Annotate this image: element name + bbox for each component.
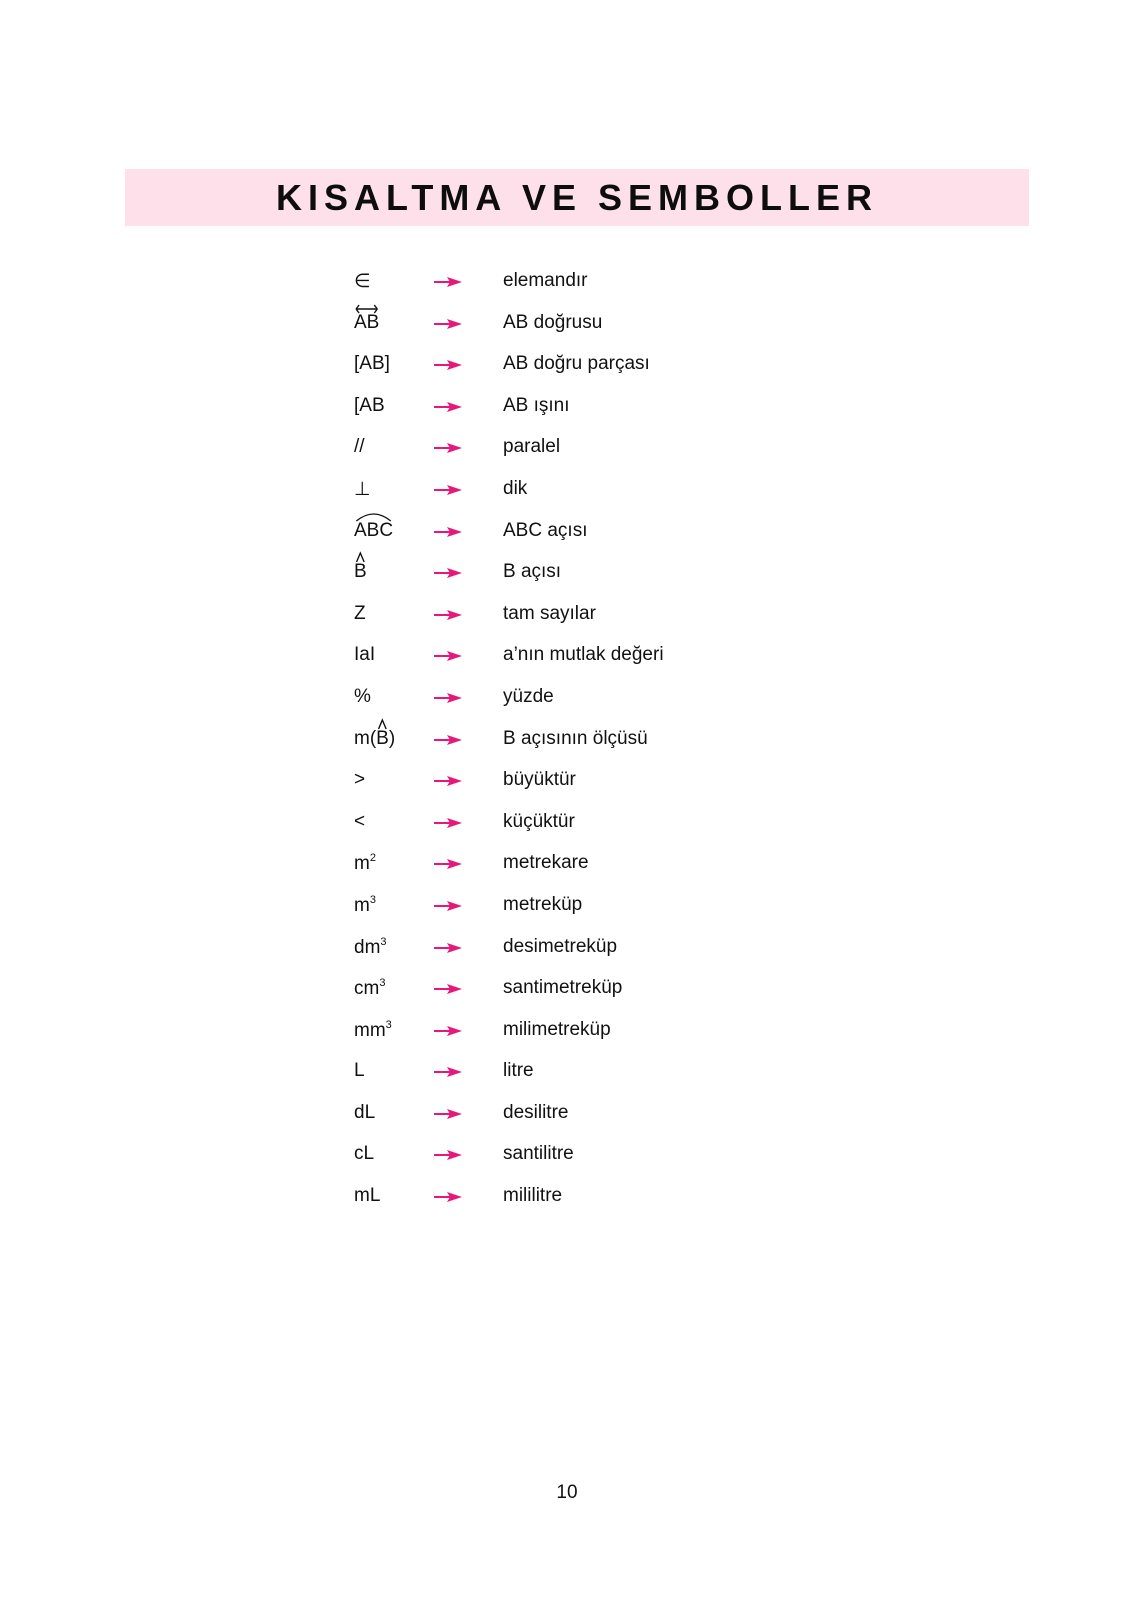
right-arrow-icon <box>433 941 463 955</box>
symbol-row <box>0 472 1134 514</box>
symbol-prefix: m( <box>354 727 377 749</box>
symbol-row <box>0 930 1134 972</box>
symbol-text: m <box>354 894 370 916</box>
symbol <box>354 478 371 501</box>
meaning-text: a’nın mutlak değeri <box>503 644 664 666</box>
right-arrow-icon <box>433 857 463 871</box>
right-arrow-icon <box>433 1107 463 1121</box>
symbol-list <box>0 264 1134 1221</box>
symbol <box>354 1143 374 1165</box>
hat-over-mark <box>354 552 367 562</box>
right-arrow-icon <box>433 317 463 331</box>
symbol-row <box>0 1054 1134 1096</box>
symbol-row <box>0 597 1134 639</box>
symbol <box>354 395 385 417</box>
symbol-text: IaI <box>354 644 376 666</box>
right-arrow-icon <box>433 816 463 830</box>
meaning-text: dik <box>503 477 528 499</box>
right-arrow-icon <box>433 733 463 747</box>
symbol-text: dm <box>354 936 381 958</box>
meaning-text: santimetreküp <box>503 977 623 999</box>
right-arrow-icon <box>433 358 463 372</box>
symbol <box>354 1102 375 1124</box>
superscript: 3 <box>380 935 387 948</box>
symbol <box>354 603 366 625</box>
symbol-text: % <box>354 685 371 707</box>
meaning-text: desimetreküp <box>503 935 618 957</box>
symbol-row <box>0 846 1134 888</box>
symbol-text: AB <box>354 311 380 333</box>
symbol <box>354 936 387 959</box>
meaning-text: tam sayılar <box>503 602 596 624</box>
meaning-text: büyüktür <box>503 769 576 791</box>
right-arrow-icon <box>433 899 463 913</box>
symbol <box>354 561 367 583</box>
right-arrow-icon <box>433 691 463 705</box>
meaning-text: paralel <box>503 436 561 458</box>
superscript: 3 <box>369 893 376 906</box>
meaning-text: ABC açısı <box>503 519 588 541</box>
symbol-row <box>0 638 1134 680</box>
symbol-row <box>0 389 1134 431</box>
symbol-text: [AB <box>354 394 385 416</box>
right-arrow-icon <box>433 1024 463 1038</box>
symbol-row <box>0 306 1134 348</box>
symbol <box>354 811 365 833</box>
symbol-row <box>0 514 1134 556</box>
arc-over-mark <box>354 511 393 521</box>
symbol <box>354 436 365 458</box>
meaning-text: metreküp <box>503 893 583 915</box>
meaning-text: litre <box>503 1060 534 1082</box>
symbol-overmark <box>376 728 389 750</box>
symbol-row <box>0 430 1134 472</box>
right-arrow-icon <box>433 982 463 996</box>
right-arrow-icon <box>433 1190 463 1204</box>
symbol-text: mm <box>354 1019 386 1041</box>
right-arrow-icon <box>433 441 463 455</box>
symbol-text: L <box>354 1060 365 1082</box>
page-title: KISALTMA VE SEMBOLLER <box>276 176 878 218</box>
right-arrow-icon <box>433 649 463 663</box>
page-number: 10 <box>556 1482 578 1503</box>
symbol-text: B <box>376 727 389 749</box>
symbol-row <box>0 680 1134 722</box>
symbol <box>354 686 371 708</box>
right-arrow-icon <box>433 774 463 788</box>
symbol <box>354 353 390 375</box>
symbol-row <box>0 971 1134 1013</box>
symbol <box>354 1019 392 1042</box>
title-band <box>125 169 1029 226</box>
symbol-row <box>0 1137 1134 1179</box>
right-arrow-icon <box>433 1148 463 1162</box>
symbol-text: dL <box>354 1101 376 1123</box>
symbol-row <box>0 763 1134 805</box>
symbol-text: cL <box>354 1143 375 1165</box>
right-arrow-icon <box>433 1065 463 1079</box>
meaning-text: metrekare <box>503 852 589 874</box>
symbol <box>354 977 385 1000</box>
right-arrow-icon <box>433 608 463 622</box>
symbol-text: ABC <box>354 519 394 541</box>
symbol-text: mL <box>354 1185 381 1207</box>
symbol-text: ⊥ <box>354 478 371 500</box>
symbol-row <box>0 888 1134 930</box>
symbol <box>354 728 395 750</box>
symbol-text: > <box>354 769 366 791</box>
right-arrow-icon <box>433 400 463 414</box>
meaning-text: yüzde <box>503 685 554 707</box>
meaning-text: B açısının ölçüsü <box>503 727 648 749</box>
symbol <box>354 894 376 917</box>
symbol-row <box>0 1179 1134 1221</box>
symbol-suffix: ) <box>388 727 396 749</box>
superscript: 2 <box>369 852 376 865</box>
right-arrow-icon <box>433 483 463 497</box>
meaning-text: santilitre <box>503 1143 574 1165</box>
meaning-text: milimetreküp <box>503 1018 611 1040</box>
symbol-text: ∈ <box>354 271 371 292</box>
symbol-text: [AB] <box>354 353 390 375</box>
symbol-row <box>0 347 1134 389</box>
symbol-text: cm <box>354 978 380 1000</box>
symbol-row <box>0 555 1134 597</box>
symbol-row <box>0 722 1134 764</box>
meaning-text: elemandır <box>503 270 588 291</box>
meaning-text: AB doğru parçası <box>503 353 650 375</box>
meaning-text: mililitre <box>503 1185 563 1207</box>
symbol <box>354 520 393 542</box>
symbol-overmark <box>354 312 379 334</box>
meaning-text: B açısı <box>503 561 562 583</box>
symbol-overmark <box>354 561 367 583</box>
superscript: 3 <box>379 977 386 990</box>
symbol-text: // <box>354 436 365 458</box>
symbol <box>354 644 375 666</box>
meaning-text: küçüktür <box>503 810 575 832</box>
symbol-row <box>0 1013 1134 1055</box>
symbol-row <box>0 264 1134 306</box>
symbol-text: < <box>354 810 366 832</box>
right-arrow-icon <box>433 525 463 539</box>
double-arrow-over-mark <box>354 303 379 313</box>
symbol-text: B <box>354 561 367 583</box>
meaning-text: AB ışını <box>503 394 570 416</box>
symbol <box>354 1185 380 1207</box>
symbol-text: m <box>354 853 370 875</box>
right-arrow-icon <box>433 566 463 580</box>
meaning-text: desilitre <box>503 1101 569 1123</box>
symbol-row <box>0 805 1134 847</box>
symbol <box>354 852 376 875</box>
symbol <box>354 769 365 791</box>
superscript: 3 <box>385 1018 392 1031</box>
right-arrow-icon <box>433 275 463 289</box>
symbol-overmark <box>354 520 393 542</box>
hat-over-mark <box>376 719 389 729</box>
symbol-text: Z <box>354 602 366 624</box>
symbol <box>354 312 379 334</box>
meaning-text: AB doğrusu <box>503 311 603 333</box>
symbol <box>354 270 371 293</box>
symbol-row <box>0 1096 1134 1138</box>
symbol <box>354 1060 365 1082</box>
